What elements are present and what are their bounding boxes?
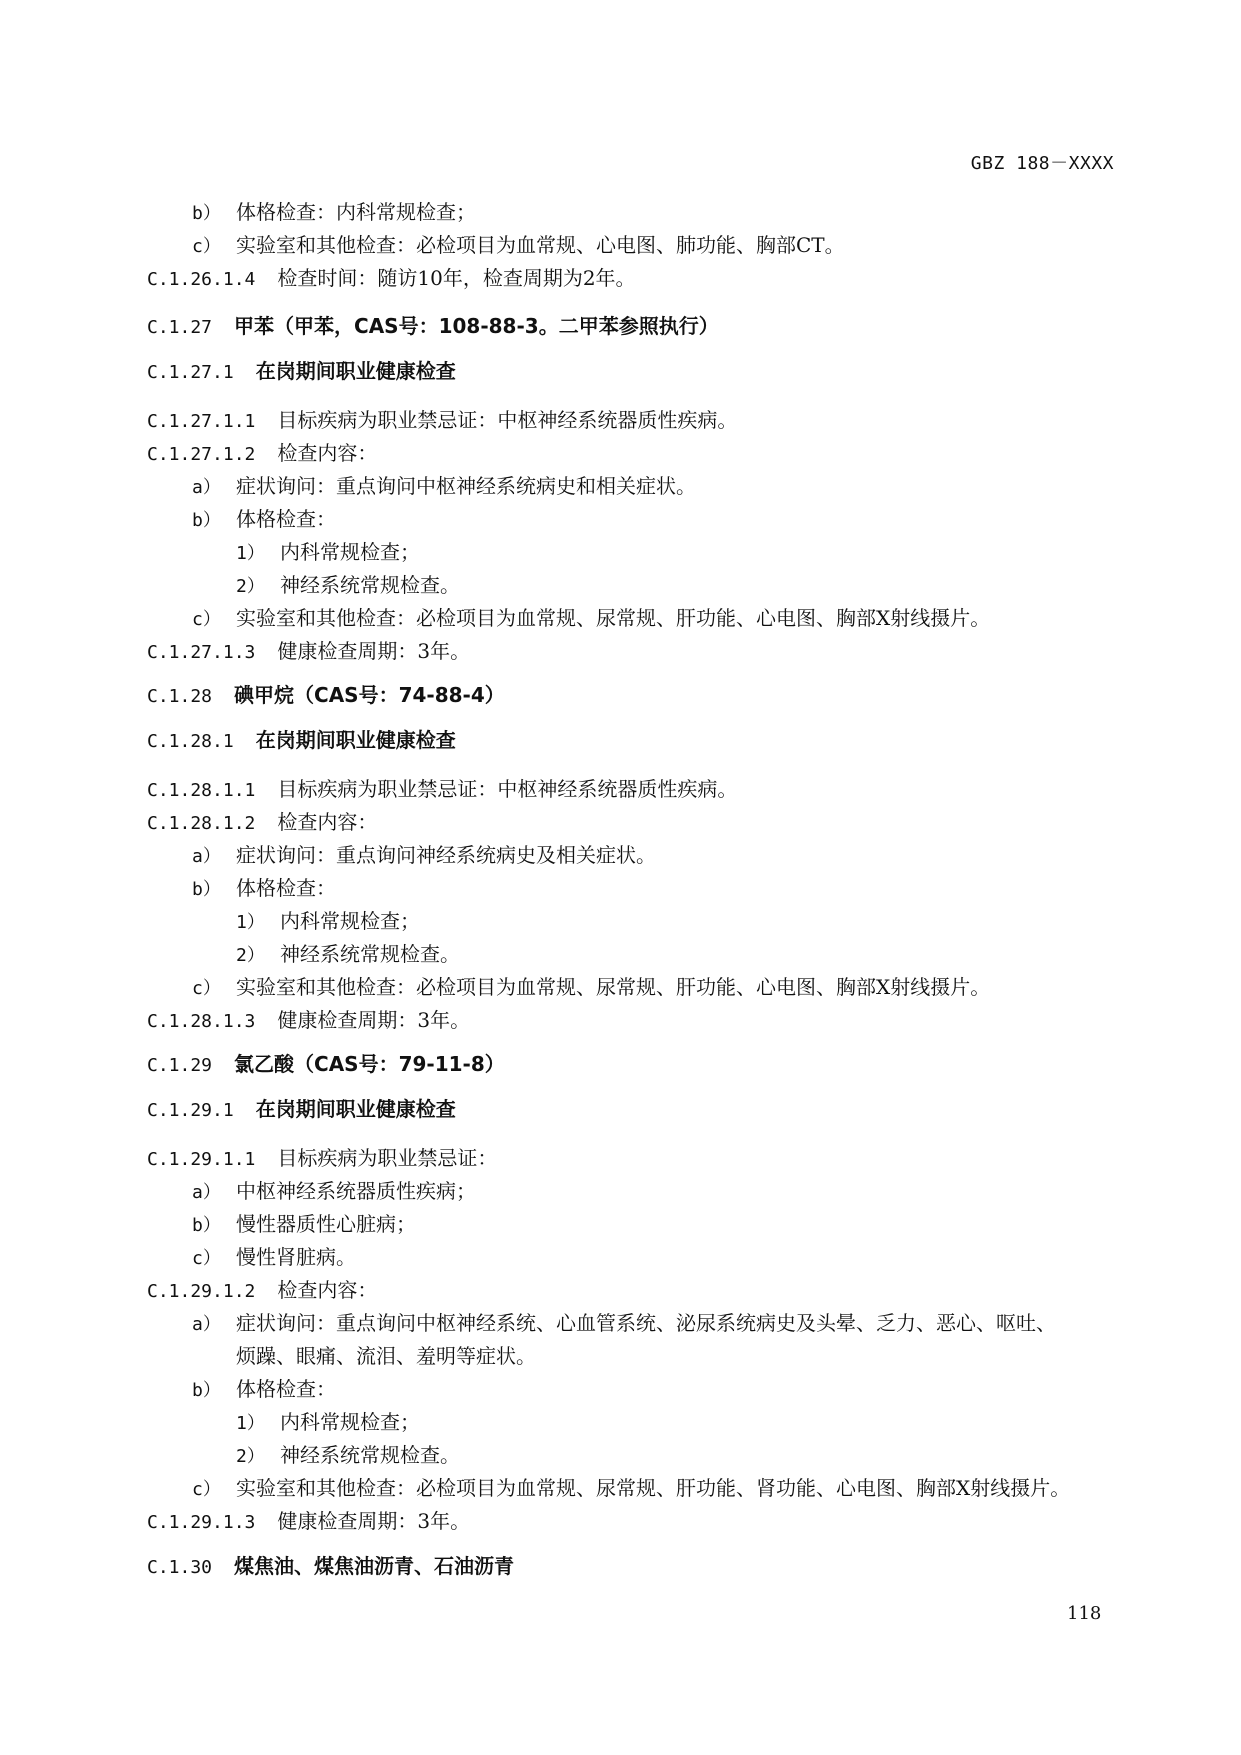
item-label: b）	[192, 1215, 221, 1236]
clause	[147, 639, 470, 665]
clause	[147, 441, 377, 467]
list-subitem	[236, 942, 460, 968]
clause-text: 健康检查周期：3年。	[277, 1509, 471, 1533]
clause-number: C.1.29.1.2	[147, 1281, 256, 1302]
item-text: 体格检查：内科常规检查；	[236, 200, 476, 224]
clause	[147, 1278, 377, 1304]
clause	[147, 810, 377, 836]
section-title: 煤焦油、煤焦油沥青、石油沥青	[234, 1554, 515, 1578]
item-text: 实验室和其他检查：必检项目为血常规、尿常规、肝功能、肾功能、心电图、胸部X射线摄片。	[236, 1476, 1071, 1500]
section-heading	[147, 1052, 505, 1078]
item-text: 神经系统常规检查。	[280, 942, 460, 966]
list-item	[192, 1476, 1070, 1502]
list-item	[192, 200, 476, 226]
section-number: C.1.28	[147, 686, 213, 707]
item-label: c）	[192, 236, 221, 257]
section-heading	[147, 683, 505, 709]
item-text: 慢性肾脏病。	[236, 1245, 356, 1269]
item-text: 症状询问：重点询问中枢神经系统病史和相关症状。	[236, 474, 696, 498]
clause	[147, 777, 737, 803]
list-item	[192, 1179, 476, 1205]
clause	[147, 266, 636, 292]
clause-number: C.1.27.1.2	[147, 444, 256, 465]
item-label: c）	[192, 609, 221, 630]
clause-number: C.1.28.1.3	[147, 1011, 256, 1032]
list-item	[192, 975, 990, 1001]
clause-number: C.1.27.1.3	[147, 642, 256, 663]
item-text: 实验室和其他检查：必检项目为血常规、尿常规、肝功能、心电图、胸部X射线摄片。	[236, 975, 991, 999]
section-title: 在岗期间职业健康检查	[255, 1097, 456, 1121]
section-heading	[147, 314, 719, 340]
list-subitem	[236, 1410, 420, 1436]
item-text: 体格检查：	[236, 876, 336, 900]
clause	[147, 1146, 497, 1172]
section-number: C.1.27	[147, 317, 213, 338]
item-label: 1）	[236, 543, 265, 564]
section-number: C.1.27.1	[147, 362, 234, 383]
page-number: 118	[1067, 1603, 1102, 1624]
clause-text: 健康检查周期：3年。	[277, 639, 471, 663]
clause	[147, 408, 737, 434]
clause	[147, 1008, 470, 1034]
item-text: 中枢神经系统器质性疾病；	[236, 1179, 476, 1203]
clause-number: C.1.29.1.1	[147, 1149, 256, 1170]
item-label: b）	[192, 879, 221, 900]
list-item	[192, 876, 336, 902]
item-label: c）	[192, 1479, 221, 1500]
section-title: 在岗期间职业健康检查	[255, 359, 456, 383]
list-item	[192, 843, 656, 869]
item-text: 内科常规检查；	[280, 540, 420, 564]
list-subitem	[236, 573, 460, 599]
subsection-heading	[147, 1097, 456, 1123]
clause-text: 目标疾病为职业禁忌证：中枢神经系统器质性疾病。	[277, 408, 738, 432]
item-text: 内科常规检查；	[280, 1410, 420, 1434]
clause-text: 目标疾病为职业禁忌证：	[277, 1146, 498, 1170]
item-text: 神经系统常规检查。	[280, 573, 460, 597]
item-text: 体格检查：	[236, 1377, 336, 1401]
clause-text: 检查时间：随访10年，检查周期为2年。	[277, 266, 636, 290]
item-text: 实验室和其他检查：必检项目为血常规、尿常规、肝功能、心电图、胸部X射线摄片。	[236, 606, 991, 630]
list-item	[192, 1212, 416, 1238]
item-text: 神经系统常规检查。	[280, 1443, 460, 1467]
item-label: 1）	[236, 1413, 265, 1434]
list-item	[192, 233, 845, 259]
section-title: 甲苯（甲苯，CAS号：108-88-3。二甲苯参照执行）	[234, 314, 719, 338]
clause-text: 检查内容：	[277, 1278, 378, 1302]
item-text: 内科常规检查；	[280, 909, 420, 933]
list-subitem	[236, 1443, 460, 1469]
clause-text: 目标疾病为职业禁忌证：中枢神经系统器质性疾病。	[277, 777, 738, 801]
section-number: C.1.28.1	[147, 731, 234, 752]
clause-number: C.1.28.1.2	[147, 813, 256, 834]
list-item	[192, 1245, 356, 1271]
clause-text: 检查内容：	[277, 810, 378, 834]
list-subitem	[236, 909, 420, 935]
clause-number: C.1.28.1.1	[147, 780, 256, 801]
item-label: a）	[192, 1182, 221, 1203]
item-label: 1）	[236, 912, 265, 933]
clause-number: C.1.29.1.3	[147, 1512, 256, 1533]
list-item	[192, 1377, 336, 1403]
section-number: C.1.30	[147, 1557, 213, 1578]
item-label: a）	[192, 846, 221, 867]
item-label: c）	[192, 978, 221, 999]
item-label: a）	[192, 1314, 221, 1335]
clause-text: 健康检查周期：3年。	[277, 1008, 471, 1032]
clause	[147, 1509, 470, 1535]
item-label: a）	[192, 477, 221, 498]
section-number: C.1.29	[147, 1055, 213, 1076]
item-label: b）	[192, 203, 221, 224]
section-number: C.1.29.1	[147, 1100, 234, 1121]
item-label: 2）	[236, 945, 265, 966]
clause-number: C.1.26.1.4	[147, 269, 256, 290]
item-label: b）	[192, 1380, 221, 1401]
section-title: 氯乙酸（CAS号：79-11-8）	[234, 1052, 505, 1076]
item-text: 体格检查：	[236, 507, 336, 531]
clause-number: C.1.27.1.1	[147, 411, 256, 432]
item-text: 症状询问：重点询问神经系统病史及相关症状。	[236, 843, 656, 867]
list-item	[192, 474, 696, 500]
subsection-heading	[147, 359, 456, 385]
clause-text: 检查内容：	[277, 441, 378, 465]
item-text: 实验室和其他检查：必检项目为血常规、心电图、肺功能、胸部CT。	[236, 233, 845, 257]
item-text-continuation: 烦躁、眼痛、流泪、羞明等症状。	[236, 1344, 536, 1368]
item-text: 慢性器质性心脏病；	[236, 1212, 416, 1236]
section-title: 碘甲烷（CAS号：74-88-4）	[234, 683, 505, 707]
item-label: c）	[192, 1248, 221, 1269]
section-title: 在岗期间职业健康检查	[255, 728, 456, 752]
item-label: b）	[192, 510, 221, 531]
section-heading	[147, 1554, 514, 1580]
subsection-heading	[147, 728, 456, 754]
list-item	[192, 1311, 1056, 1337]
list-subitem	[236, 540, 420, 566]
list-item	[192, 606, 990, 632]
list-item	[192, 507, 336, 533]
document-header-id: GBZ 188－XXXX	[970, 153, 1114, 174]
item-text: 症状询问：重点询问中枢神经系统、心血管系统、泌尿系统病史及头晕、乏力、恶心、呕吐、	[236, 1311, 1056, 1335]
item-label: 2）	[236, 576, 265, 597]
item-label: 2）	[236, 1446, 265, 1467]
